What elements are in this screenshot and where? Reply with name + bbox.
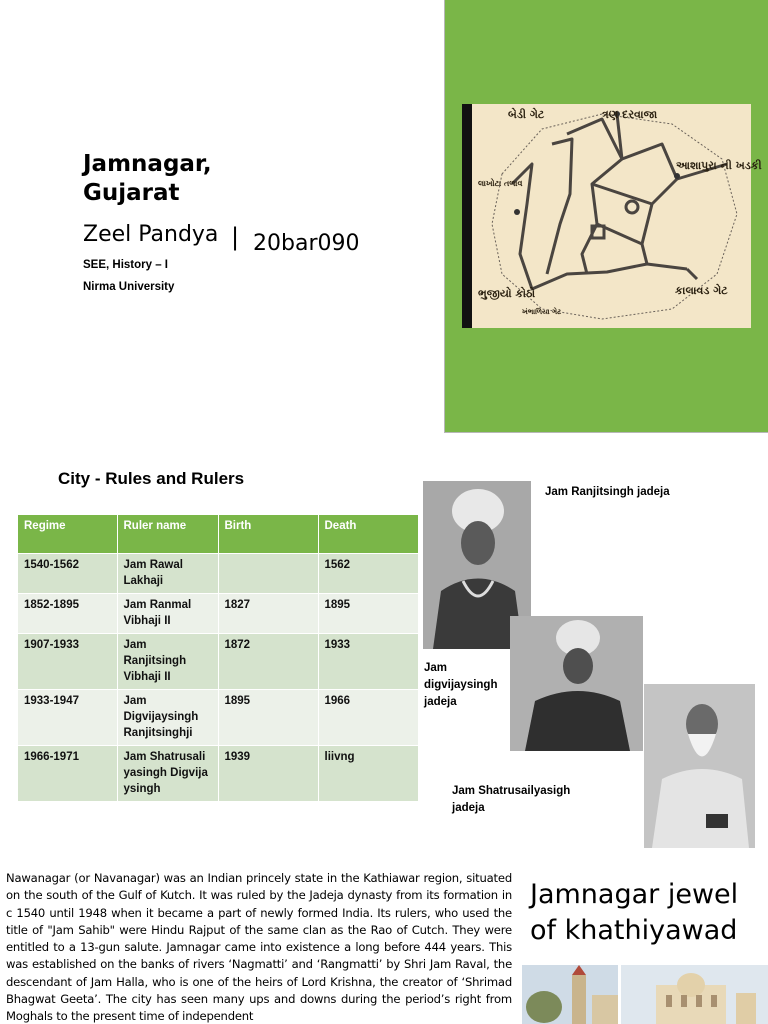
cell-regime: 1540-1562 [18, 553, 117, 593]
header-death: Death [318, 515, 419, 553]
table-row [18, 689, 419, 745]
cell-ruler: Jam Shatrusaliyasingh Digvijaysingh [117, 745, 218, 801]
cell-birth [218, 553, 318, 593]
caption-digvijaysingh-text: Jam digvijaysingh jadeja [424, 662, 498, 708]
author-row [83, 222, 383, 256]
cell-birth: 1939 [218, 745, 318, 801]
caption-digvijaysingh [424, 660, 506, 711]
map-label-ashapura: આશાપુરા ની ખડકી [676, 159, 762, 172]
portrait-digvijaysingh [510, 616, 643, 751]
roll-number: 20bar090 [253, 231, 360, 256]
jewel-heading [530, 877, 738, 949]
city-gates-map [462, 104, 762, 328]
portrait-shatrusailyasigh [644, 684, 755, 848]
cell-regime: 1966-1971 [18, 745, 117, 801]
cell-birth: 1872 [218, 633, 318, 689]
cell-regime: 1852-1895 [18, 593, 117, 633]
palace-photo-image [621, 965, 768, 1024]
temple-photo [522, 965, 618, 1024]
jewel-heading-line-1: Jamnagar jewel [530, 879, 739, 910]
cell-death: 1933 [318, 633, 419, 689]
palace-photo [621, 965, 768, 1024]
temple-photo-image [522, 965, 618, 1024]
title-line-2: Gujarat [83, 180, 180, 206]
cell-death: 1966 [318, 689, 419, 745]
cell-death: liivng [318, 745, 419, 801]
cell-regime: 1933-1947 [18, 689, 117, 745]
cell-birth: 1895 [218, 689, 318, 745]
map-label-lakhota: લાખોટા તળાવ [478, 179, 523, 188]
cell-regime: 1907-1933 [18, 633, 117, 689]
cell-death: 1562 [318, 553, 419, 593]
university-label: Nirma University [83, 281, 175, 293]
cell-ruler: Jam Ranmal Vibhaji II [117, 593, 218, 633]
course-label: SEE, History – I [83, 259, 169, 271]
intro-paragraph: Nawanagar (or Navanagar) was an Indian princely state in the Kathiawar region, situated on the south of the Gulf of Kutch. It was ruled by the Jadeja dynasty from its formation in c 1540 until 1948 when it became a part of newly formed India. Its rulers, who used the title of "Jam Sahib" were Hindu Rajput of the same clan as the Rao of Cutch. They were entitled to a 13-gun salute. Jamnagar came into existence a long before 444 years. This was established on the banks of rivers ‘Nagmatti’ and ‘Rangmatti’ by Shri Jam Raval, the descendant of Jam Halla, who is one of the heirs of Lord Krishna, the creator of ‘Shrimad Bhagwat Geeta’. The city has seen many ups and downs during the period’s right from Moghals to the present time of independent [6, 871, 512, 1024]
cell-ruler: Jam Rawal Lakhaji [117, 553, 218, 593]
jewel-heading-line-2: of khathiyawad [530, 915, 738, 946]
header-ruler-name: Ruler name [117, 515, 218, 553]
table-row [18, 593, 419, 633]
cell-birth: 1827 [218, 593, 318, 633]
caption-shatrusailyasigh-text: Jam Shatrusailyasigh jadeja [452, 785, 571, 814]
page-title [83, 150, 212, 208]
table-row [18, 553, 419, 593]
table-row [18, 745, 419, 801]
separator: | [231, 223, 240, 251]
portrait-digvijaysingh-image [510, 616, 643, 751]
map-label-khambhaliya: ખંભાળિયા ગેટ [522, 308, 562, 316]
map-label-kalavad: કાલાવડ ગેટ [675, 284, 728, 297]
cell-death: 1895 [318, 593, 419, 633]
author-name: Zeel Pandya [83, 222, 219, 247]
header-regime: Regime [18, 515, 117, 553]
caption-shatrusailyasigh [452, 783, 582, 817]
caption-ranjitsingh: Jam Ranjitsingh jadeja [545, 486, 670, 498]
map-label-bedi-gate: બેડી ગેટ [508, 108, 545, 121]
cell-ruler: Jam Ranjitsingh Vibhaji II [117, 633, 218, 689]
section-title-rulers: City - Rules and Rulers [58, 469, 245, 488]
table-header-row [18, 515, 419, 553]
portrait-shatrusailyasigh-image [644, 684, 755, 848]
header-birth: Birth [218, 515, 318, 553]
title-line-1: Jamnagar, [83, 151, 212, 177]
rulers-table [18, 515, 419, 801]
map-label-tran-darwaja: ત્રણ દરવાજા [602, 108, 658, 121]
cell-ruler: Jam Digvijaysingh Ranjitsinghji [117, 689, 218, 745]
table-row [18, 633, 419, 689]
map-label-bhujiyo: ભુજીયો કોઠો [478, 287, 536, 300]
